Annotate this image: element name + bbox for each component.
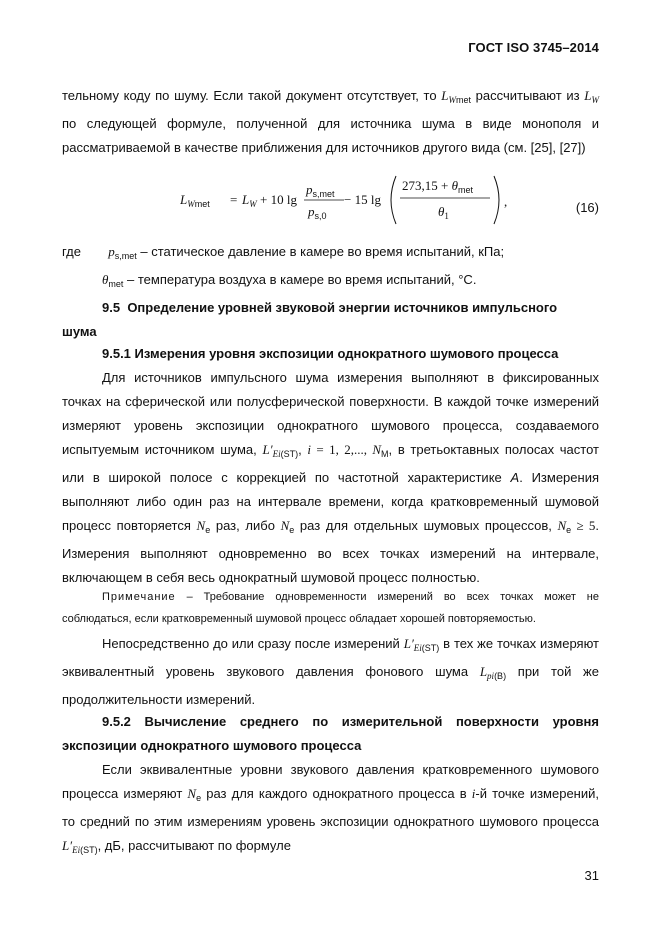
symbol-ne-4: $N_e$ [187, 786, 202, 803]
symbol-lw: $L_W$ [584, 88, 599, 105]
section-9-5-heading: 9.5 Определение уровней звуковой энергии источников импульсного шума [62, 300, 558, 339]
symbol-ps-met: $p_{s,met}$ [108, 244, 137, 261]
symbol-lei-st-3: $L'_{Ei(ST)}$ [62, 838, 98, 855]
svg-text:ps,met: $p_{s,met}$ [306, 182, 335, 199]
svg-text:=: = [230, 192, 238, 207]
svg-text:LWmet: $L_Wmet$ [180, 192, 210, 209]
symbol-ne: $N_e$ [196, 518, 211, 535]
svg-text:θ1: $\theta_1$ [438, 204, 449, 221]
intro-text-1: тельному коду по шуму. Если такой документ отсутствует, то [62, 88, 442, 103]
note-text: – Требование одновременности измерений во всех точках может не соблюдаться, если кратковременный шумовой процесс обладает хорошей повторяемостью. [62, 591, 599, 625]
symbol-lpi-b: $L_{pi(B)}$ [479, 664, 507, 681]
symbol-ne-3: $N_e \ge 5$ [557, 518, 596, 535]
svg-text:,: , [504, 194, 508, 209]
standard-header: ГОСТ ISO 3745–2014 [468, 40, 599, 55]
svg-text:273,15 + θmet: $273,15 + \theta_{met}$ [402, 178, 473, 195]
svg-text:LW: $L_W$ [242, 192, 257, 209]
symbol-theta-met: $\theta_{met}$ [102, 272, 124, 289]
svg-text:− 15 lg: − 15 lg [344, 192, 381, 207]
symbol-ne-2: $N_e$ [280, 518, 295, 535]
where-label: где [62, 244, 81, 259]
where-item-pressure: где $p_{s,met}$ – статическое давление в камере во время испытаний, кПа; [62, 244, 505, 261]
note-label: Примечание [102, 591, 176, 603]
symbol-lei-st: $L'_{Ei(ST)}$ [262, 442, 299, 459]
section-9-5-1-paragraph: Для источников импульсного шума измерения выполняют в фиксированных точках на сферической или полусферической поверхности. В каждой точке измерений измеряют уровень экспозиции однократного шумового процесса, создаваемого испытуемым источником шума, $L'_{Ei(ST)}$, i = 1, 2,..., $N_M$, в третьоктавных полосах частот или в широкой полосе с коррекцией по частотной характеристике А. Измерения выполняют либо один раз на интервале времени, когда кратковременный шумовой процесс повторяется $N_e$ раз, либо $N_e$ раз для отдельных шумовых процессов, $N_e \ge 5$. Измерения выполняют одновременно во всех точках измерений на интервале, включающем в себя весь однократный шумовой процесс полностью. [62, 370, 600, 585]
equation-number: (16) [575, 200, 599, 215]
note-paragraph [62, 586, 599, 630]
intro-text-3: по следующей формуле, полученной для источника шума в виде монополя и рассматриваемой в качестве приближения для источников другого вида (см. [25], [27]) [62, 116, 599, 155]
svg-text:ps,0: $p_{s,0}$ [308, 204, 327, 221]
symbol-nm: $N_M$ [372, 442, 389, 459]
section-9-5-2-heading: 9.5.2 Вычисление среднего по измерительной поверхности уровня экспозиции однократного шумового процесса [62, 714, 599, 753]
section-9-5-2-paragraph: Если эквивалентные уровни звукового давления кратковременного шумового процесса измеряют $N_e$ раз для каждого однократного процесса в i-й точке измерений, то средний по этим измерениям уровень экспозиции однократного шумового процесса $L'_{Ei(ST)}$, дБ, рассчитывают по формуле [62, 762, 599, 855]
where-item-temperature: $\theta_{met}$ – температура воздуха в камере во время испытаний, °C. [102, 272, 477, 289]
formula-16 [62, 168, 599, 230]
intro-text-2: рассчитывают из [470, 88, 580, 103]
section-9-5-1-paragraph-2: Непосредственно до или сразу после измерений $L'_{Ei(ST)}$ в тех же точках измеряют эквивалентный уровень звукового давления фонового шума $L_{pi(B)}$ при той же продолжительности измерений. [62, 636, 599, 707]
formula-graphic [180, 168, 510, 230]
symbol-lei-st-2: $L'_{Ei(ST)}$ [403, 636, 440, 653]
section-9-5-1-heading: 9.5.1 Измерения уровня экспозиции однократного шумового процесса [102, 346, 559, 361]
svg-text:+ 10 lg: + 10 lg [260, 192, 297, 207]
intro-paragraph [62, 84, 599, 160]
page-number: 31 [584, 868, 599, 883]
symbol-lwmet: $L_{Wmet}$ [441, 88, 471, 105]
